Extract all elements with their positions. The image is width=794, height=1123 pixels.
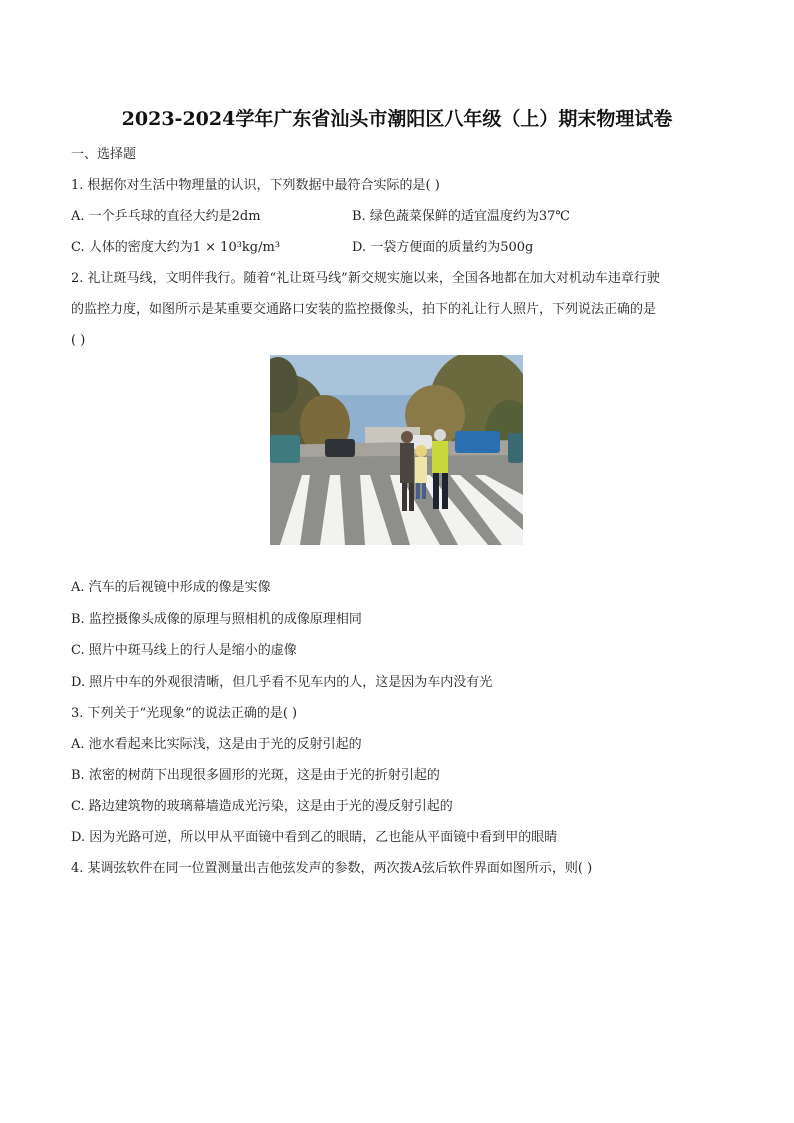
q2-option-d: D. 照片中车的外观很清晰，但几乎看不见车内的人，这是因为车内没有光: [71, 675, 493, 690]
zebra-crossing-photo: [270, 355, 523, 545]
q2-option-c: C. 照片中斑马线上的行人是缩小的虚像: [71, 643, 297, 658]
q1-option-b: B. 绿色蔬菜保鲜的适宜温度约为37℃: [352, 209, 570, 224]
q1-option-a: A. 一个乒乓球的直径大约是2dm: [71, 209, 261, 224]
q2-option-b: B. 监控摄像头成像的原理与照相机的成像原理相同: [71, 612, 362, 627]
q1-stem: 1. 根据你对生活中物理量的认识，下列数据中最符合实际的是( ): [71, 178, 440, 193]
section-heading: 一、选择题: [71, 147, 137, 162]
q2-stem-line3: ( ): [71, 333, 86, 348]
q3-option-b: B. 浓密的树荫下出现很多圆形的光斑，这是由于光的折射引起的: [71, 768, 440, 783]
q2-stem-line1: 2. 礼让斑马线，文明伴我行。随着“礼让斑马线”新交规实施以来，全国各地都在加大对机动车违章行驶: [71, 271, 660, 286]
q3-option-c: C. 路边建筑物的玻璃幕墙造成光污染，这是由于光的漫反射引起的: [71, 799, 453, 814]
q2-option-a: A. 汽车的后视镜中形成的像是实像: [71, 580, 271, 595]
q3-stem: 3. 下列关于“光现象”的说法正确的是( ): [71, 706, 298, 721]
q3-option-a: A. 池水看起来比实际浅，这是由于光的反射引起的: [71, 737, 362, 752]
q4-stem: 4. 某调弦软件在同一位置测量出吉他弦发声的参数，两次拨A弦后软件界面如图所示，则( ): [71, 861, 593, 876]
q1-option-d: D. 一袋方便面的质量约为500g: [352, 240, 534, 255]
q2-stem-line2: 的监控力度，如图所示是某重要交通路口安装的监控摄像头，拍下的礼让行人照片，下列说法正确的是: [71, 302, 657, 317]
exam-title: 2023-2024学年广东省汕头市潮阳区八年级（上）期末物理试卷: [121, 108, 673, 130]
q3-option-d: D. 因为光路可逆，所以甲从平面镜中看到乙的眼睛，乙也能从平面镜中看到甲的眼睛: [71, 830, 558, 845]
q1-option-c: C. 人体的密度大约为1 × 10³kg/m³: [71, 240, 281, 255]
